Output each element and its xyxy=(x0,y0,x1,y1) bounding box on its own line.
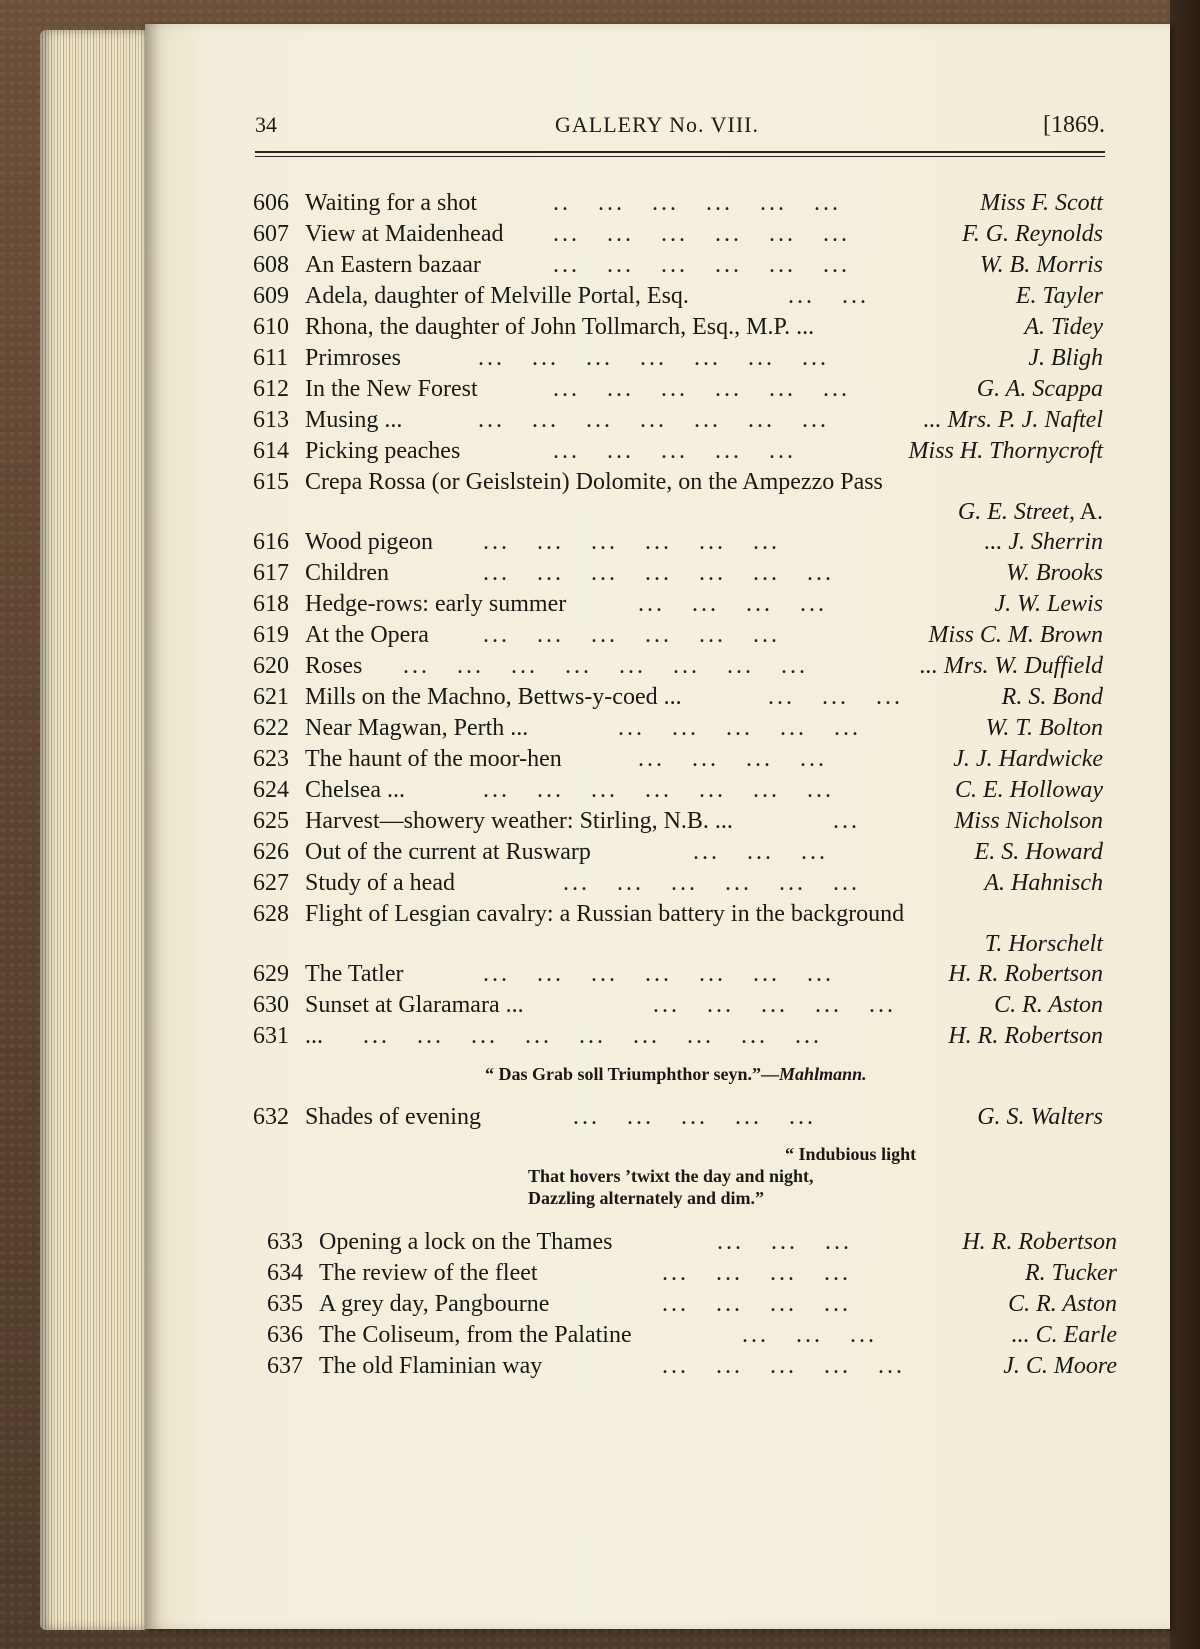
entry-artist: C. E. Holloway xyxy=(955,777,1103,803)
leader-dots: ... ... ... ... ... ... xyxy=(553,376,850,402)
catalogue-entry xyxy=(253,190,1103,220)
catalogue-page xyxy=(145,24,1170,1629)
year-label: [1869. xyxy=(1043,112,1105,138)
entry-artist: G. S. Walters xyxy=(977,1104,1103,1130)
entry-title: Roses xyxy=(305,653,363,679)
entry-number: 633 xyxy=(267,1229,303,1255)
running-header xyxy=(255,112,1105,152)
leader-dots: ... ... ... ... ... ... xyxy=(483,622,780,648)
entry-artist-continuation xyxy=(253,931,1103,961)
leader-dots: ... ... ... ... ... ... ... xyxy=(483,777,834,803)
entry-number: 637 xyxy=(267,1353,303,1379)
book-spine-edge xyxy=(1170,0,1200,1649)
catalogue-entry xyxy=(253,901,1103,931)
catalogue-entry xyxy=(253,1023,1103,1053)
entry-title: The Coliseum, from the Palatine xyxy=(319,1322,632,1348)
entry-number: 618 xyxy=(253,591,289,617)
catalogue-entry xyxy=(253,314,1103,344)
entry-artist: J. W. Lewis xyxy=(994,591,1103,617)
entry-title: Sunset at Glaramara ... xyxy=(305,992,524,1018)
entry-artist: T. Horschelt xyxy=(984,931,1103,957)
catalogue-entry xyxy=(267,1322,1117,1352)
leader-dots: ... ... ... ... ... ... xyxy=(553,252,850,278)
entry-artist: H. R. Robertson xyxy=(948,961,1103,987)
leader-dots: ... ... ... ... ... ... xyxy=(563,870,860,896)
leader-dots: .. ... ... ... ... ... xyxy=(553,190,841,216)
entry-artist: ... J. Sherrin xyxy=(984,529,1103,555)
entry-number: 607 xyxy=(253,221,289,247)
leader-dots: ... ... ... xyxy=(693,839,828,865)
entry-artist: J. J. Hardwicke xyxy=(953,746,1103,772)
entry-artist: H. R. Robertson xyxy=(962,1229,1117,1255)
leader-dots: ... ... ... ... xyxy=(638,591,827,617)
epigraph-text: “ Das Grab soll Triumphthor seyn.”— xyxy=(485,1064,780,1084)
leader-dots: ... ... ... ... ... xyxy=(553,438,796,464)
catalogue-entry xyxy=(267,1291,1117,1321)
gallery-title: GALLERY No. VIII. xyxy=(555,112,759,137)
entry-number: 608 xyxy=(253,252,289,278)
catalogue-entry xyxy=(253,345,1103,375)
entry-title: Children xyxy=(305,560,389,586)
entry-title: Flight of Lesgian cavalry: a Russian battery in the background xyxy=(305,901,905,927)
leader-dots: ... ... ... ... xyxy=(662,1291,851,1317)
leader-dots: ... xyxy=(833,808,860,834)
catalogue-entry xyxy=(253,591,1103,621)
leader-dots: ... ... ... ... ... ... xyxy=(483,529,780,555)
entry-number: 616 xyxy=(253,529,289,555)
catalogue-entry xyxy=(253,839,1103,869)
leader-dots: ... ... ... ... ... ... ... ... xyxy=(403,653,808,679)
entry-artist: ... Mrs. W. Duffield xyxy=(919,653,1103,679)
catalogue-entry xyxy=(253,653,1103,683)
leader-dots: ... ... ... ... ... ... ... xyxy=(483,560,834,586)
leader-dots: ... ... xyxy=(788,283,869,309)
entry-artist: W. B. Morris xyxy=(979,252,1103,278)
entry-artist: Miss Nicholson xyxy=(954,808,1103,834)
epigraph-632-line2: That hovers ’twixt the day and night, xyxy=(528,1166,814,1186)
entry-number: 622 xyxy=(253,715,289,741)
catalogue-entry xyxy=(253,870,1103,900)
leader-dots: ... ... ... ... xyxy=(662,1260,851,1286)
catalogue-entry xyxy=(253,407,1103,437)
catalogue-entry xyxy=(253,283,1103,313)
entry-title: Picking peaches xyxy=(305,438,461,464)
entry-title: Chelsea ... xyxy=(305,777,405,803)
leader-dots: ... ... ... ... ... ... ... xyxy=(483,961,834,987)
epigraph-631 xyxy=(485,1064,867,1085)
entry-number: 630 xyxy=(253,992,289,1018)
entry-title: The review of the fleet xyxy=(319,1260,538,1286)
entry-title: The old Flaminian way xyxy=(319,1353,543,1379)
catalogue-entry xyxy=(253,746,1103,776)
entry-title: Crepa Rossa (or Geislstein) Dolomite, on the Ampezzo Pass xyxy=(305,469,883,495)
header-rule-thin xyxy=(255,156,1105,157)
entry-title: Harvest—showery weather: Stirling, N.B. ... xyxy=(305,808,733,834)
entry-title: A grey day, Pangbourne xyxy=(319,1291,550,1317)
entry-title: The haunt of the moor-hen xyxy=(305,746,562,772)
leader-dots: ... ... ... ... ... ... ... xyxy=(478,407,829,433)
entry-title: Musing ... xyxy=(305,407,403,433)
entry-title: Near Magwan, Perth ... xyxy=(305,715,529,741)
entry-artist: H. R. Robertson xyxy=(948,1023,1103,1049)
entry-artist-continuation xyxy=(253,499,1103,529)
catalogue-entry xyxy=(253,560,1103,590)
leader-dots: ... ... ... ... ... ... xyxy=(553,221,850,247)
entry-title: Wood pigeon xyxy=(305,529,434,555)
entry-number: 617 xyxy=(253,560,289,586)
entry-title: Adela, daughter of Melville Portal, Esq. xyxy=(305,283,689,309)
catalogue-entry xyxy=(253,1104,1103,1134)
entry-title: Rhona, the daughter of John Tollmarch, Esq., M.P. ... xyxy=(305,314,815,340)
entry-title: View at Maidenhead xyxy=(305,221,504,247)
entry-number: 625 xyxy=(253,808,289,834)
catalogue-entry xyxy=(253,469,1103,499)
entry-artist: A. Hahnisch xyxy=(984,870,1103,896)
catalogue-entry xyxy=(253,221,1103,251)
entry-number: 619 xyxy=(253,622,289,648)
entry-number: 635 xyxy=(267,1291,303,1317)
entry-artist: Miss F. Scott xyxy=(980,190,1103,216)
entry-number: 611 xyxy=(253,345,289,371)
entry-title: An Eastern bazaar xyxy=(305,252,481,278)
entry-artist: F. G. Reynolds xyxy=(962,221,1103,247)
entry-artist: Miss H. Thornycroft xyxy=(908,438,1103,464)
leader-dots: ... ... ... ... ... xyxy=(573,1104,816,1130)
leader-dots: ... ... ... ... ... ... ... xyxy=(478,345,829,371)
catalogue-entry xyxy=(253,715,1103,745)
catalogue-entry xyxy=(253,376,1103,406)
entry-artist: J. Bligh xyxy=(1028,345,1103,371)
leader-dots: ... ... ... ... ... xyxy=(653,992,896,1018)
entry-artist: G. A. Scappa xyxy=(976,376,1103,402)
entry-artist: R. S. Bond xyxy=(1001,684,1103,710)
page-stack-edge xyxy=(40,30,145,1630)
entry-title: Study of a head xyxy=(305,870,455,896)
catalogue-entry xyxy=(253,684,1103,714)
entry-artist: C. R. Aston xyxy=(1008,1291,1117,1317)
catalogue-entry xyxy=(253,252,1103,282)
catalogue-entry xyxy=(267,1260,1117,1290)
entry-number: 628 xyxy=(253,901,289,927)
catalogue-entry xyxy=(267,1229,1117,1259)
catalogue-entry xyxy=(267,1353,1117,1383)
page-number: 34 xyxy=(255,112,277,137)
leader-dots: ... ... ... ... ... xyxy=(618,715,861,741)
entry-number: 624 xyxy=(253,777,289,803)
entry-artist: G. E. Street, xyxy=(957,499,1075,525)
entry-number: 613 xyxy=(253,407,289,433)
entry-number: 620 xyxy=(253,653,289,679)
entry-title: In the New Forest xyxy=(305,376,478,402)
leader-dots: ... ... ... ... xyxy=(638,746,827,772)
entry-artist: W. Brooks xyxy=(1006,560,1103,586)
entry-number: 629 xyxy=(253,961,289,987)
entry-title: Hedge-rows: early summer xyxy=(305,591,567,617)
leader-dots: ... ... ... xyxy=(742,1322,877,1348)
entry-artist: W. T. Bolton xyxy=(985,715,1103,741)
artist-suffix: A. xyxy=(1074,499,1103,525)
entry-number: 634 xyxy=(267,1260,303,1286)
epigraph-632-line1: “ Indubious light xyxy=(785,1144,917,1164)
catalogue-entry xyxy=(253,622,1103,652)
entry-artist: J. C. Moore xyxy=(1003,1353,1117,1379)
entry-number: 609 xyxy=(253,283,289,309)
catalogue-entry xyxy=(253,808,1103,838)
leader-dots: ... ... ... ... ... xyxy=(662,1353,905,1379)
entry-artist: C. R. Aston xyxy=(994,992,1103,1018)
entry-artist: ... Mrs. P. J. Naftel xyxy=(923,407,1103,433)
leader-dots: ... ... ... xyxy=(768,684,903,710)
entry-number: 631 xyxy=(253,1023,289,1049)
entry-artist: Miss C. M. Brown xyxy=(928,622,1103,648)
entry-title: Out of the current at Ruswarp xyxy=(305,839,591,865)
catalogue-entry xyxy=(253,529,1103,559)
catalogue-entry xyxy=(253,438,1103,468)
epigraph-author: Mahlmann. xyxy=(779,1064,867,1084)
entry-number: 632 xyxy=(253,1104,289,1130)
entry-number: 606 xyxy=(253,190,289,216)
entry-number: 614 xyxy=(253,438,289,464)
entry-number: 612 xyxy=(253,376,289,402)
header-rule xyxy=(255,151,1105,153)
entry-artist: E. S. Howard xyxy=(974,839,1103,865)
entry-artist: ... C. Earle xyxy=(1011,1322,1117,1348)
epigraph-632-line3: Dazzling alternately and dim.” xyxy=(528,1188,764,1208)
entry-number: 636 xyxy=(267,1322,303,1348)
entry-number: 627 xyxy=(253,870,289,896)
entry-artist: A. Tidey xyxy=(1024,314,1103,340)
entry-title: Shades of evening xyxy=(305,1104,481,1130)
entry-number: 623 xyxy=(253,746,289,772)
entry-title: The Tatler xyxy=(305,961,404,987)
entry-title: At the Opera xyxy=(305,622,429,648)
entry-title: Primroses xyxy=(305,345,401,371)
entry-artist: E. Tayler xyxy=(1015,283,1103,309)
entry-number: 610 xyxy=(253,314,289,340)
entry-title: ... xyxy=(305,1023,323,1049)
entry-number: 615 xyxy=(253,469,289,495)
catalogue-entry xyxy=(253,777,1103,807)
leader-dots: ... ... ... ... ... ... ... ... ... xyxy=(363,1023,822,1049)
entry-number: 626 xyxy=(253,839,289,865)
catalogue-entry xyxy=(253,961,1103,991)
entry-title: Opening a lock on the Thames xyxy=(319,1229,613,1255)
entry-title: Waiting for a shot xyxy=(305,190,478,216)
leader-dots: ... ... ... xyxy=(717,1229,852,1255)
entry-artist: R. Tucker xyxy=(1025,1260,1117,1286)
catalogue-entry xyxy=(253,992,1103,1022)
entry-title: Mills on the Machno, Bettws-y-coed ... xyxy=(305,684,682,710)
entry-number: 621 xyxy=(253,684,289,710)
